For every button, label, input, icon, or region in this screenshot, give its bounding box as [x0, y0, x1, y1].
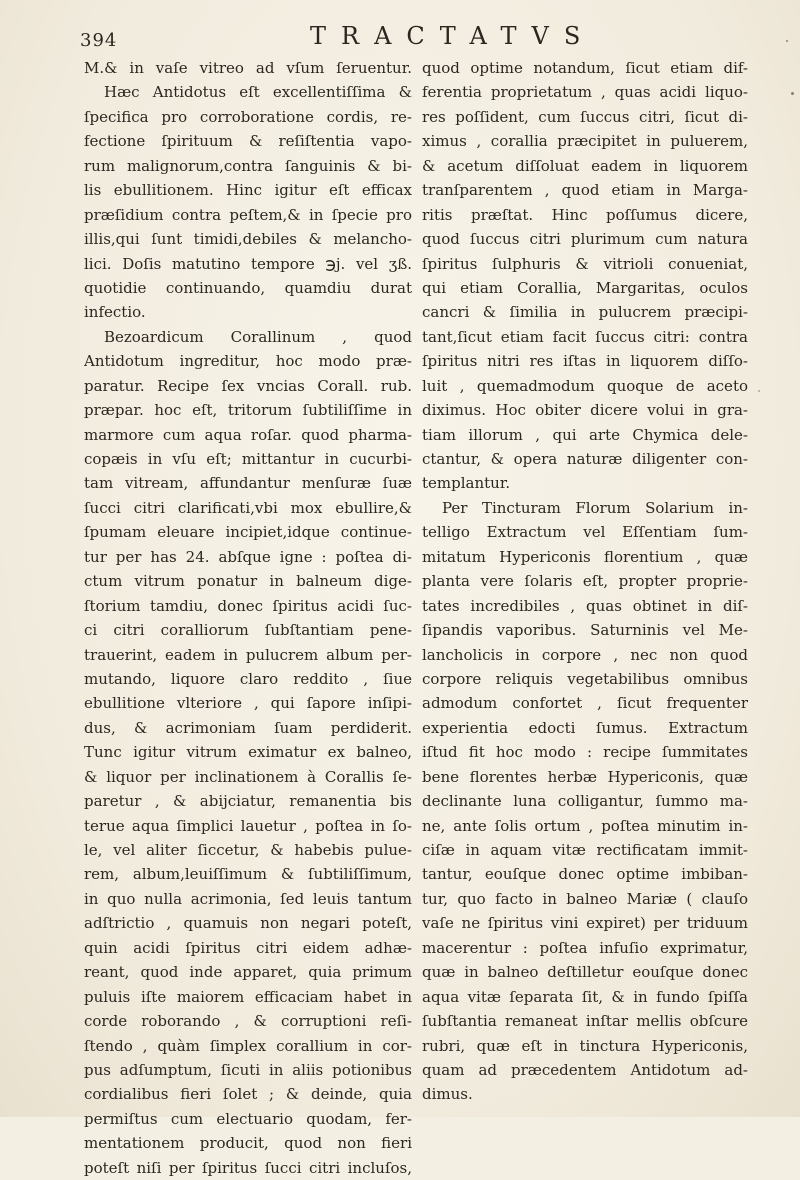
text-line: iſtud fit hoc modo : recipe ſummitates	[422, 743, 748, 762]
text-line: telligo Extractum vel Eſſentiam ſum-	[422, 523, 748, 542]
text-line: bene florentes herbæ Hypericonis, quæ	[422, 767, 748, 786]
text-line: copæis in vſu eſt; mittantur in cucurbi-	[84, 450, 412, 468]
text-line: planta vere ſolaris eſt, propter proprie-	[422, 572, 748, 591]
text-line: mentationem producit, quod non fieri	[84, 1134, 412, 1153]
text-line: Antidotum ingreditur, hoc modo præ-	[84, 352, 412, 371]
text-line: ſpumam eleuare incipiet,idque continue-	[84, 523, 412, 542]
text-line: paretur , & abijciatur, remanentia bis	[84, 792, 412, 811]
left-text-column	[84, 56, 412, 1180]
text-line: tates incredibiles , quas obtinet in diſ-	[422, 596, 748, 615]
text-line: terue aqua ſimplici lauetur , poſtea in ſo-	[84, 816, 412, 835]
text-line: rum malignorum,contra ſanguinis & bi-	[84, 156, 412, 175]
text-line: vaſe ne ſpiritus vini expiret) per triduum	[422, 914, 748, 933]
text-line: ciſæ in aquam vitæ rectificatam immit-	[422, 841, 748, 859]
text-line: rubri, quæ eſt in tinctura Hypericonis,	[422, 1036, 748, 1055]
text-line: præſidium contra peſtem,& in ſpecie pro	[84, 205, 412, 224]
text-line: ſubſtantia remaneat inſtar mellis obſcure	[422, 1012, 748, 1031]
text-line: dus, & acrimoniam ſuam perdiderit.	[84, 718, 412, 737]
text-line: paratur. Recipe ſex vncias Corall. rub.	[84, 376, 412, 395]
text-line: tantur, eouſque donec optime imbiban-	[422, 865, 748, 884]
text-line: ſucci citri clarificati,vbi mox ebullire,&	[84, 498, 412, 517]
paper-speck	[758, 390, 760, 392]
text-line: ferentia proprietatum , quas acidi liquo-	[422, 83, 748, 102]
text-line: quæ in balneo deſtilletur eouſque donec	[422, 963, 748, 982]
text-line: ebullitione vlteriore , qui ſapore inſipi-	[84, 694, 412, 713]
text-line: tranſparentem , quod etiam in Marga-	[422, 181, 748, 200]
text-line: Bezoardicum Corallinum , quod	[104, 327, 412, 346]
text-line: ſipandis vaporibus. Saturninis vel Me-	[422, 621, 748, 640]
text-line: tiam illorum , qui arte Chymica dele-	[422, 425, 748, 444]
text-line: ritis præſtat. Hinc poſſumus dicere,	[422, 205, 748, 224]
text-line: experientia edocti ſumus. Extractum	[422, 718, 748, 737]
page-header	[80, 18, 780, 58]
text-line: pus adſumptum, ſicuti in aliis potionibus	[84, 1060, 412, 1079]
text-line: ctum vitrum ponatur in balneum dige-	[84, 572, 412, 591]
right-text-column	[422, 56, 748, 1107]
text-line: ne, ante ſolis ortum , poſtea minutim in-	[422, 816, 748, 835]
text-line: quod optime notandum, ſicut etiam dif-	[422, 59, 748, 77]
text-line: permiſtus cum electuario quodam, fer-	[84, 1109, 412, 1128]
text-line: Tunc igitur vitrum eximatur ex balneo,	[84, 743, 412, 762]
text-line: cancri & ſimilia in pulucrem præcipi-	[422, 303, 748, 322]
text-line: quod ſuccus citri plurimum cum natura	[422, 230, 748, 249]
text-line: ſpiritus ſulphuris & vitrioli conueniat,	[422, 254, 748, 273]
text-line: ctantur, & opera naturæ diligenter con-	[422, 450, 748, 468]
text-line: declinante luna colligantur, ſummo ma-	[422, 792, 748, 811]
text-line: quotidie continuando, quamdiu durat	[84, 278, 412, 297]
text-line: poteſt niſi per ſpiritus ſucci citri incluſos,	[84, 1158, 412, 1177]
text-line: templantur.	[422, 474, 511, 493]
text-line: præpar. hoc eſt, tritorum ſubtiliſſime in	[84, 401, 412, 420]
text-line: luit , quemadmodum quoque de aceto	[422, 376, 748, 395]
text-line: tur, quo facto in balneo Mariæ ( clauſo	[422, 889, 748, 908]
text-line: Per Tincturam Florum Solarium in-	[442, 498, 748, 517]
paper-speck	[791, 92, 794, 95]
page-number: 394	[80, 30, 118, 51]
text-line: admodum confortet , ſicut frequenter	[422, 694, 748, 713]
text-line: le, vel aliter ſiccetur, & habebis pulue-	[84, 841, 412, 859]
text-line: Hæc Antidotus eſt excellentiſſima &	[104, 83, 412, 102]
text-line: & liquor per inclinationem à Corallis ſe-	[84, 767, 412, 786]
text-line: M.& in vaſe vitreo ad vſum ſeruentur.	[84, 59, 412, 77]
text-line: illis,qui ſunt timidi,debiles & melancho-	[84, 230, 412, 249]
text-line: & acetum diſſoluat eadem in liquorem	[422, 156, 748, 175]
text-line: lis ebullitionem. Hinc igitur eſt efficax	[84, 181, 412, 200]
text-line: cordialibus fieri ſolet ; & deinde, quia	[84, 1085, 412, 1104]
text-line: ſtorium tamdiu, donec ſpiritus acidi ſuc-	[84, 596, 412, 615]
text-line: in quo nulla acrimonia, ſed leuis tantum	[84, 889, 412, 908]
text-line: macerentur : poſtea infuſio exprimatur,	[422, 938, 748, 957]
text-line: puluis iſte maiorem efficaciam habet in	[84, 987, 412, 1006]
text-line: lici. Doſis matutino tempore ℈j. vel ʒß.	[84, 254, 412, 273]
text-line: ſtendo , quàm ſimplex corallium in cor-	[84, 1036, 412, 1055]
text-line: lancholicis in corpore , nec non quod	[422, 645, 748, 664]
text-line: quin acidi ſpiritus citri eidem adhæ-	[84, 938, 412, 957]
text-line: ci citri coralliorum ſubſtantiam pene-	[84, 621, 412, 640]
text-line: tur per has 24. abſque igne : poſtea di-	[84, 547, 412, 566]
running-head: TRACTATVS	[310, 22, 596, 50]
text-line: qui etiam Corallia, Margaritas, oculos	[422, 278, 748, 297]
text-line: adſtrictio , quamuis non negari poteſt,	[84, 914, 412, 933]
text-line: rem, album,leuiſſimum & ſubtiliſſimum,	[84, 865, 412, 884]
text-line: mitatum Hypericonis florentium , quæ	[422, 547, 748, 566]
text-line: aqua vitæ ſeparata ſit, & in fundo ſpiſſa	[422, 987, 748, 1006]
text-line: dimus.	[422, 1085, 473, 1104]
text-line: ximus , corallia præcipitet in puluerem,	[422, 132, 748, 151]
paper-speck	[786, 40, 788, 42]
text-line: corpore reliquis vegetabilibus omnibus	[422, 669, 748, 688]
text-line: ſpiritus nitri res iſtas in liquorem diſſo-	[422, 352, 748, 371]
text-line: res poſſident, cum ſuccus citri, ſicut di-	[422, 107, 748, 126]
text-line: marmore cum aqua roſar. quod pharma-	[84, 425, 412, 444]
text-line: fectione ſpirituum & reſiſtentia vapo-	[84, 132, 412, 151]
text-line: tant,ſicut etiam facit ſuccus citri: contra	[422, 327, 748, 346]
text-line: mutando, liquore claro reddito , ſiue	[84, 669, 412, 688]
text-line: infectio.	[84, 303, 146, 322]
text-line: reant, quod inde apparet, quia primum	[84, 963, 412, 982]
text-line: ſpecifica pro corroboratione cordis, re-	[84, 107, 412, 126]
text-line: quam ad præcedentem Antidotum ad-	[422, 1060, 748, 1079]
text-line: diximus. Hoc obiter dicere volui in gra-	[422, 401, 748, 420]
text-line: corde roborando , & corruptioni reſi-	[84, 1012, 412, 1031]
text-line: tam vitream, affundantur menſuræ ſuæ	[84, 474, 412, 493]
text-line: trauerint, eadem in pulucrem album per-	[84, 645, 412, 664]
